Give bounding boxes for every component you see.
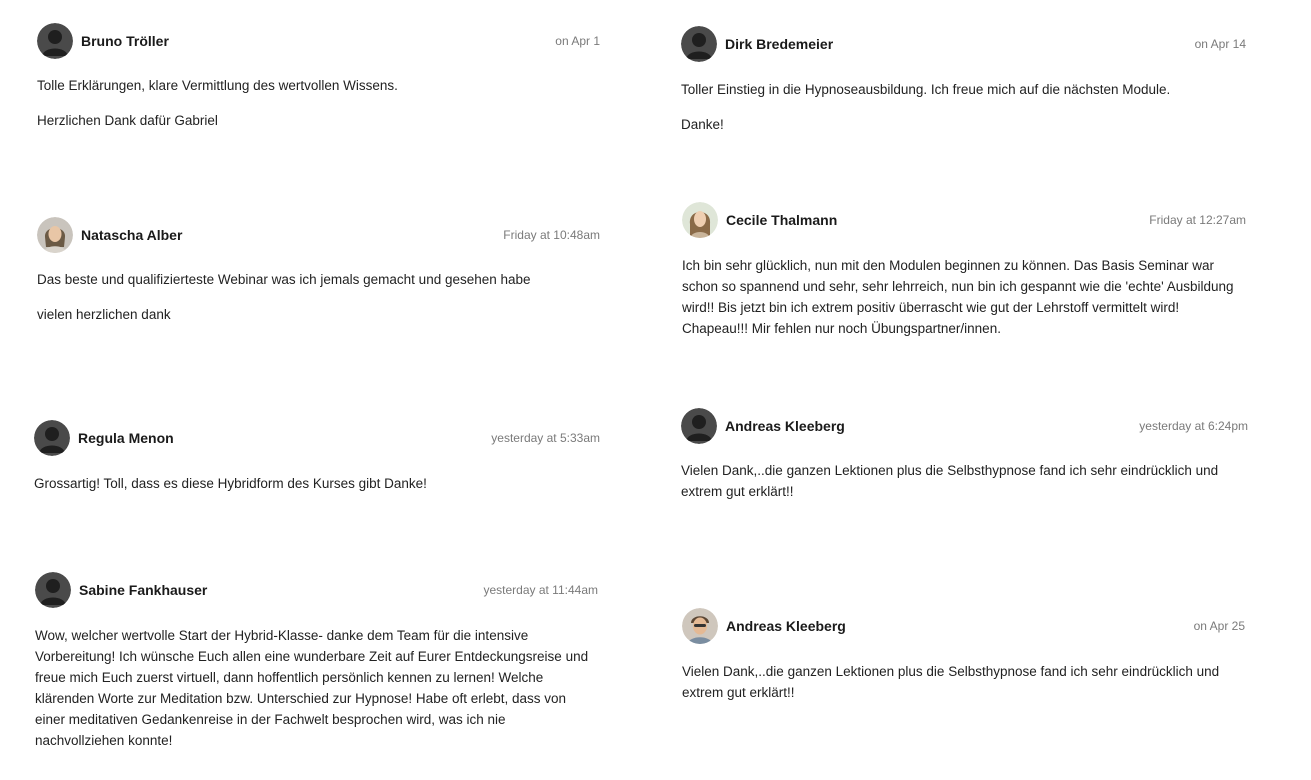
comment-header bbox=[681, 408, 1248, 444]
comment-date[interactable]: Friday at 12:27am bbox=[1149, 213, 1246, 227]
default-avatar-icon[interactable] bbox=[681, 408, 717, 444]
comment-text: Grossartig! Toll, dass es diese Hybridform des Kurses gibt Danke! bbox=[34, 476, 427, 491]
comment-text: Toller Einstieg in die Hypnoseausbildung. Ich freue mich auf die nächsten Module. bbox=[681, 82, 1171, 97]
comment-date[interactable]: yesterday at 5:33am bbox=[491, 431, 600, 445]
comment-author[interactable]: Andreas Kleeberg bbox=[725, 418, 845, 434]
comment-text: Vielen Dank,..die ganzen Lektionen plus die Selbsthypnose fand ich sehr eindrücklich und extrem gut erklärt!! bbox=[682, 664, 1220, 700]
comment-card bbox=[34, 420, 600, 494]
comment-card bbox=[681, 26, 1246, 135]
comment-author[interactable]: Natascha Alber bbox=[81, 227, 183, 243]
comment-text: Danke! bbox=[681, 117, 724, 132]
comment-author[interactable]: Cecile Thalmann bbox=[726, 212, 838, 228]
comment-header bbox=[37, 23, 600, 59]
comment-date[interactable]: on Apr 1 bbox=[555, 34, 600, 48]
comment-header bbox=[34, 420, 600, 456]
comment-text: Wow, welcher wertvolle Start der Hybrid-Klasse- danke dem Team für die intensive Vorbereitung! Ich wünsche Euch allen eine wunderbare Zeit auf Eurer Entdeckungsreise und freue mich Euch zuerst virtuell, dann hoffentlich persönlich kennen zu lernen! Welche klärenden Worte zur Meditation bzw. Unterschied zur Hypnose! Habe oft erlebt, dass von einer meditativen Gedankenreise in der Fachwelt besprochen wird, was ich nie nachvollziehen konnte! bbox=[35, 628, 589, 748]
comment-header bbox=[681, 26, 1246, 62]
comment-text: Das beste und qualifizierteste Webinar was ich jemals gemacht und gesehen habe bbox=[37, 272, 531, 287]
user-photo-avatar[interactable] bbox=[682, 608, 718, 644]
comment-author[interactable]: Dirk Bredemeier bbox=[725, 36, 834, 52]
comment-date[interactable]: yesterday at 11:44am bbox=[483, 583, 598, 597]
user-photo-avatar[interactable] bbox=[682, 202, 718, 238]
comment-date[interactable]: Friday at 10:48am bbox=[503, 228, 600, 242]
default-avatar-icon[interactable] bbox=[681, 26, 717, 62]
comment-author[interactable]: Regula Menon bbox=[78, 430, 174, 446]
default-avatar-icon[interactable] bbox=[34, 420, 70, 456]
comment-header bbox=[37, 217, 600, 253]
default-avatar-icon[interactable] bbox=[35, 572, 71, 608]
comment-header bbox=[35, 572, 598, 608]
comment-author[interactable]: Bruno Tröller bbox=[81, 33, 169, 49]
comment-text: Tolle Erklärungen, klare Vermittlung des wertvollen Wissens. bbox=[37, 78, 398, 93]
comment-card bbox=[37, 217, 600, 325]
comment-author[interactable]: Sabine Fankhauser bbox=[79, 582, 208, 598]
comment-card bbox=[37, 23, 600, 131]
default-avatar-icon[interactable] bbox=[37, 23, 73, 59]
comment-card bbox=[35, 572, 598, 751]
user-photo-avatar[interactable] bbox=[37, 217, 73, 253]
comment-author[interactable]: Andreas Kleeberg bbox=[726, 618, 846, 634]
comment-card bbox=[681, 408, 1248, 502]
comment-date[interactable]: on Apr 14 bbox=[1194, 37, 1246, 51]
comment-date[interactable]: on Apr 25 bbox=[1193, 619, 1245, 633]
comment-card bbox=[682, 608, 1245, 703]
comment-text: Ich bin sehr glücklich, nun mit den Modulen beginnen zu können. Das Basis Seminar war schon so spannend und sehr, sehr lehrreich, nun bin ich gespannt wie die 'echte' Ausbildung wird!! Bis jetzt bin ich extrem positiv überrascht wie gut der Lehrstoff vermittelt wird! Chapeau!!! Mir fehlen nur noch Übungspartner/innen. bbox=[682, 258, 1234, 336]
comment-card bbox=[682, 202, 1246, 339]
comment-text: Vielen Dank,..die ganzen Lektionen plus die Selbsthypnose fand ich sehr eindrücklich und extrem gut erklärt!! bbox=[681, 463, 1219, 499]
comment-header bbox=[682, 202, 1246, 238]
comment-text: vielen herzlichen dank bbox=[37, 307, 171, 322]
comment-date[interactable]: yesterday at 6:24pm bbox=[1139, 419, 1248, 433]
comment-text: Herzlichen Dank dafür Gabriel bbox=[37, 113, 218, 128]
comment-header bbox=[682, 608, 1245, 644]
